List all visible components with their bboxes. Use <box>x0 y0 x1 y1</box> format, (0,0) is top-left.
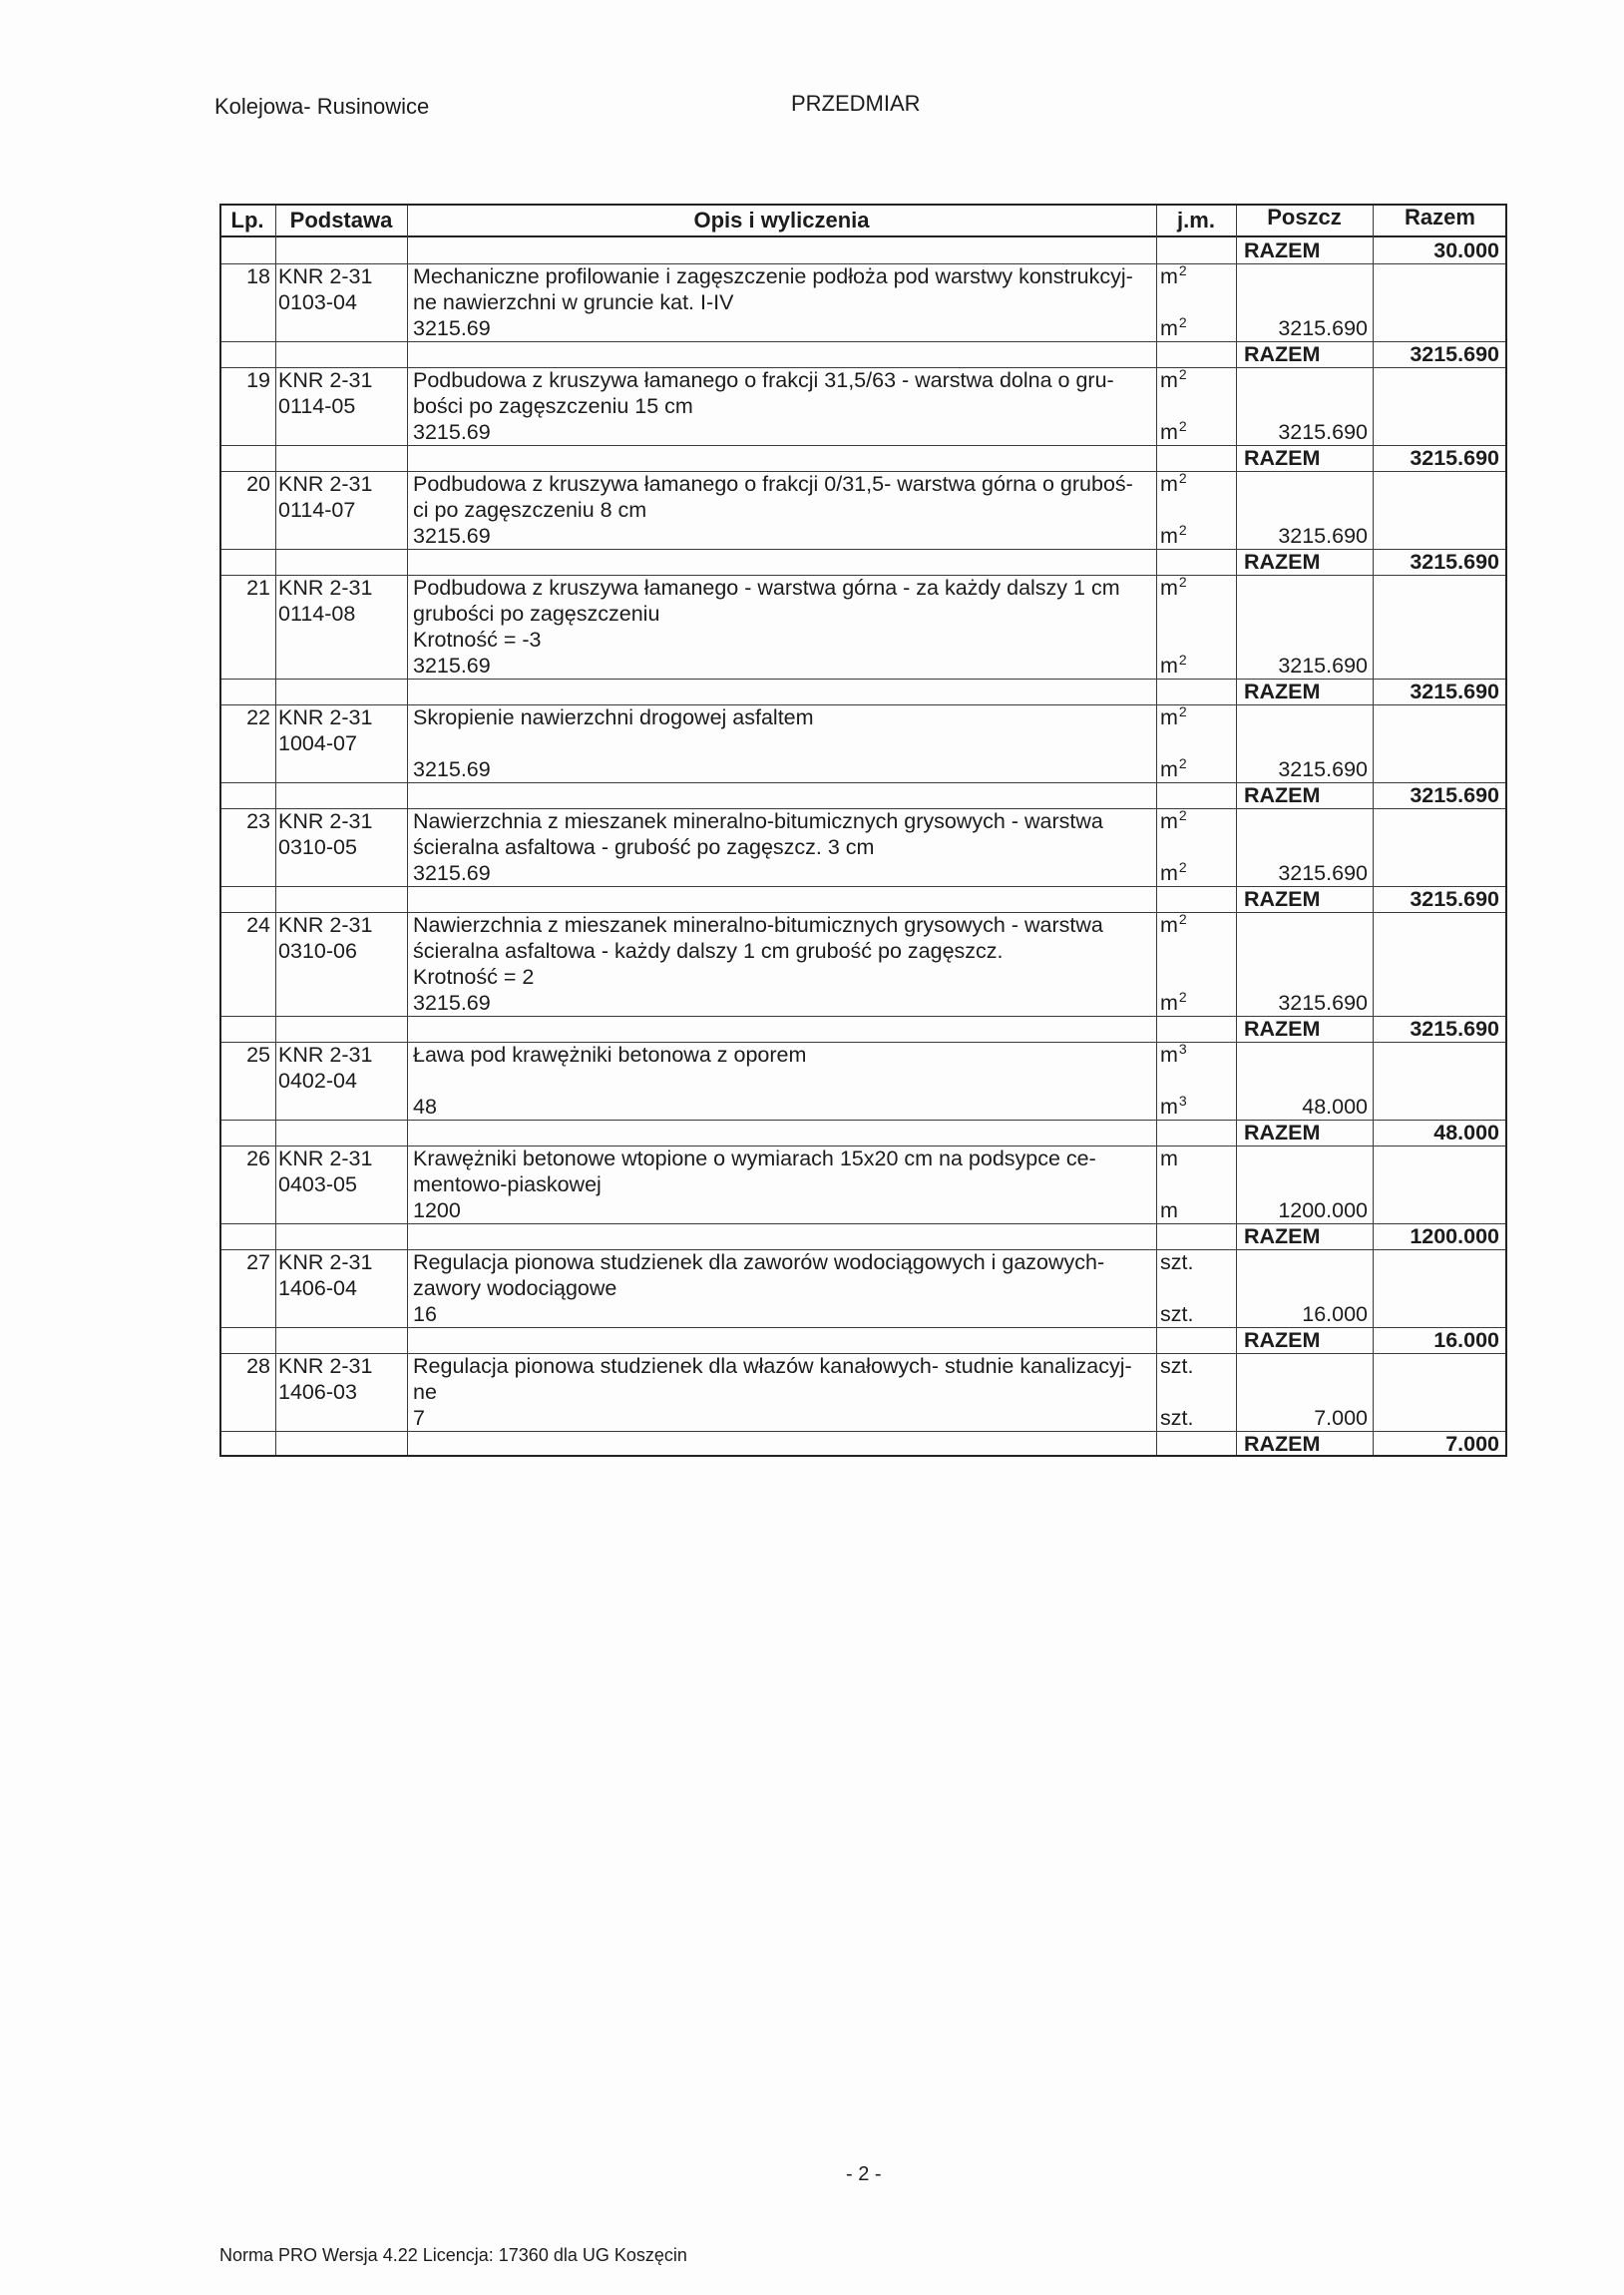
table-row-entry <box>219 1353 1507 1379</box>
opis-line: mentowo-piaskowej <box>413 1172 602 1196</box>
opis-line: Krawężniki betonowe wtopione o wymiarach 15x20 cm na podsypce ce- <box>413 1147 1096 1170</box>
jm-cell <box>1156 1197 1236 1223</box>
opis-line: zawory wodociągowe <box>413 1276 617 1300</box>
opis-line: Podbudowa z kruszywa łamanego o frakcji 0/31,5- warstwa górna o gruboś- <box>413 472 1133 496</box>
razem-row <box>219 237 1507 263</box>
razem-value: 3215.690 <box>1410 550 1499 574</box>
razem-value: 16.000 <box>1433 1328 1499 1352</box>
lp-cell: 24 <box>246 913 270 937</box>
table-row-entry <box>219 1249 1507 1275</box>
unit-exponent: 2 <box>1178 262 1187 278</box>
razem-label: RAZEM <box>1244 446 1321 470</box>
opis-line: Podbudowa z kruszywa łamanego - warstwa górna - za każdy dalszy 1 cm <box>413 576 1120 600</box>
wyliczenie-value: 3215.69 <box>413 316 491 340</box>
jm-cell <box>1156 653 1236 679</box>
opis-line: bości po zagęszczeniu 15 cm <box>413 394 693 418</box>
document-title: PRZEDMIAR <box>791 91 921 116</box>
table-row-line <box>219 315 1507 341</box>
table-row-line <box>219 860 1507 886</box>
column-header-poszcz: Poszcz <box>1267 205 1342 230</box>
document-location: Kolejowa- Rusinowice <box>214 94 430 119</box>
przedmiar-table <box>219 204 1507 1457</box>
table-row-line <box>219 964 1507 990</box>
podstawa-cell: KNR 2-31 <box>278 1147 373 1170</box>
jm-cell <box>1156 315 1236 341</box>
podstawa-cell: KNR 2-31 <box>278 809 373 833</box>
unit-text: m <box>1160 809 1178 833</box>
unit-text: m <box>1160 705 1178 729</box>
unit-exponent: 2 <box>1178 911 1187 927</box>
razem-label: RAZEM <box>1244 1432 1321 1456</box>
unit-exponent: 2 <box>1178 807 1187 823</box>
wyliczenie-value: 7 <box>413 1406 425 1430</box>
opis-line: Krotność = 2 <box>413 965 535 989</box>
unit-text: m <box>1160 368 1178 392</box>
unit-text: m <box>1160 757 1178 781</box>
jm-cell <box>1156 1042 1236 1068</box>
unit-text: m <box>1160 913 1178 937</box>
table-row-line <box>219 756 1507 782</box>
razem-value: 3215.690 <box>1410 1017 1499 1041</box>
unit-text: m <box>1160 420 1178 444</box>
podstawa-cell: 0103-04 <box>278 290 357 314</box>
razem-row <box>219 1223 1507 1249</box>
wyliczenie-value: 3215.69 <box>413 420 491 444</box>
unit-exponent: 2 <box>1178 418 1187 434</box>
jm-cell <box>1156 1405 1236 1431</box>
razem-row <box>219 679 1507 704</box>
wyliczenie-value: 1200 <box>413 1198 461 1222</box>
unit-exponent: 2 <box>1178 470 1187 486</box>
table-row-line <box>219 1094 1507 1120</box>
razem-row <box>219 1120 1507 1146</box>
jm-cell <box>1156 990 1236 1016</box>
wyliczenie-value: 3215.69 <box>413 861 491 885</box>
podstawa-cell: 0310-05 <box>278 835 357 859</box>
podstawa-cell: 1406-04 <box>278 1276 357 1300</box>
lp-cell: 26 <box>246 1147 270 1170</box>
table-row-line <box>219 938 1507 964</box>
razem-row <box>219 549 1507 575</box>
unit-text: m <box>1160 1147 1178 1170</box>
table-row-entry <box>219 1042 1507 1068</box>
unit-text: m <box>1160 316 1178 340</box>
podstawa-cell: KNR 2-31 <box>278 472 373 496</box>
podstawa-cell: KNR 2-31 <box>278 1354 373 1378</box>
software-license-note: Norma PRO Wersja 4.22 Licencja: 17360 dla UG Koszęcin <box>219 2245 687 2265</box>
column-header-razem: Razem <box>1405 205 1475 230</box>
unit-text: m <box>1160 1043 1178 1067</box>
lp-cell: 21 <box>246 576 270 600</box>
poszcz-value: 3215.690 <box>1278 524 1368 548</box>
jm-cell <box>1156 1353 1236 1379</box>
wyliczenie-value: 3215.69 <box>413 991 491 1015</box>
jm-cell <box>1156 756 1236 782</box>
razem-value: 3215.690 <box>1410 783 1499 807</box>
opis-line: ścieralna asfaltowa - grubość po zagęszcz. 3 cm <box>413 835 875 859</box>
razem-label: RAZEM <box>1244 1121 1321 1145</box>
table-row-line <box>219 1301 1507 1327</box>
column-divider <box>275 204 276 1457</box>
table-row-entry <box>219 575 1507 601</box>
razem-value: 3215.690 <box>1410 680 1499 703</box>
unit-text: m <box>1160 264 1178 288</box>
podstawa-cell: 0310-06 <box>278 939 357 963</box>
podstawa-cell: 1004-07 <box>278 731 357 755</box>
table-row-line <box>219 834 1507 860</box>
podstawa-cell: KNR 2-31 <box>278 705 373 729</box>
table-row-line <box>219 523 1507 549</box>
wyliczenie-value: 48 <box>413 1095 437 1119</box>
razem-label: RAZEM <box>1244 1017 1321 1041</box>
poszcz-value: 16.000 <box>1302 1302 1368 1326</box>
jm-cell <box>1156 419 1236 445</box>
razem-value: 3215.690 <box>1410 446 1499 470</box>
lp-cell: 28 <box>246 1354 270 1378</box>
opis-line: Ława pod krawężniki betonowa z oporem <box>413 1043 807 1067</box>
table-row-entry <box>219 1146 1507 1171</box>
unit-text: szt. <box>1160 1406 1194 1430</box>
podstawa-cell: KNR 2-31 <box>278 264 373 288</box>
unit-text: m <box>1160 1198 1178 1222</box>
razem-label: RAZEM <box>1244 783 1321 807</box>
column-divider <box>1373 204 1374 1457</box>
unit-exponent: 2 <box>1178 314 1187 330</box>
opis-line: Regulacja pionowa studzienek dla zaworów wodociągowych i gazowych- <box>413 1250 1105 1274</box>
unit-text: szt. <box>1160 1354 1194 1378</box>
jm-cell <box>1156 1301 1236 1327</box>
unit-text: m <box>1160 524 1178 548</box>
unit-text: m <box>1160 576 1178 600</box>
razem-value: 1200.000 <box>1410 1224 1499 1248</box>
table-row-line <box>219 497 1507 523</box>
table-row-entry <box>219 471 1507 497</box>
poszcz-value: 3215.690 <box>1278 420 1368 444</box>
table-row-line <box>219 601 1507 627</box>
lp-cell: 22 <box>246 705 270 729</box>
jm-cell <box>1156 704 1236 730</box>
razem-label: RAZEM <box>1244 887 1321 911</box>
unit-text: m <box>1160 861 1178 885</box>
table-row-line <box>219 1379 1507 1405</box>
opis-line: Nawierzchnia z mieszanek mineralno-bitumicznych grysowych - warstwa <box>413 809 1103 833</box>
podstawa-cell: KNR 2-31 <box>278 913 373 937</box>
wyliczenie-value: 3215.69 <box>413 524 491 548</box>
wyliczenie-value: 16 <box>413 1302 437 1326</box>
lp-cell: 27 <box>246 1250 270 1274</box>
poszcz-value: 3215.690 <box>1278 316 1368 340</box>
table-row-line <box>219 990 1507 1016</box>
razem-row <box>219 445 1507 471</box>
poszcz-value: 3215.690 <box>1278 991 1368 1015</box>
page-number: - 2 - <box>846 2163 882 2185</box>
podstawa-cell: KNR 2-31 <box>278 368 373 392</box>
unit-exponent: 3 <box>1178 1093 1187 1109</box>
razem-label: RAZEM <box>1244 1328 1321 1352</box>
razem-row <box>219 1016 1507 1042</box>
table-row-line <box>219 730 1507 756</box>
table-row-line <box>219 1405 1507 1431</box>
opis-line: ne nawierzchni w gruncie kat. I-IV <box>413 290 734 314</box>
unit-exponent: 2 <box>1178 703 1187 719</box>
table-row-line <box>219 393 1507 419</box>
razem-value: 30.000 <box>1433 238 1499 262</box>
jm-cell <box>1156 523 1236 549</box>
table-row-entry <box>219 367 1507 393</box>
jm-cell <box>1156 367 1236 393</box>
podstawa-cell: KNR 2-31 <box>278 1250 373 1274</box>
unit-exponent: 2 <box>1178 859 1187 875</box>
jm-cell <box>1156 1249 1236 1275</box>
wyliczenie-value: 3215.69 <box>413 654 491 678</box>
table-row-line <box>219 289 1507 315</box>
podstawa-cell: 1406-03 <box>278 1380 357 1404</box>
column-header-opis: Opis i wyliczenia <box>693 208 870 232</box>
jm-cell <box>1156 808 1236 834</box>
table-row-line <box>219 653 1507 679</box>
poszcz-value: 48.000 <box>1302 1095 1368 1119</box>
razem-row <box>219 782 1507 808</box>
table-row-entry <box>219 704 1507 730</box>
table-body <box>219 237 1507 1457</box>
unit-text: szt. <box>1160 1250 1194 1274</box>
razem-label: RAZEM <box>1244 550 1321 574</box>
lp-cell: 19 <box>246 368 270 392</box>
opis-line: grubości po zagęszczeniu <box>413 602 660 626</box>
razem-row <box>219 341 1507 367</box>
unit-text: m <box>1160 472 1178 496</box>
jm-cell <box>1156 1146 1236 1171</box>
table-row-entry <box>219 912 1507 938</box>
unit-exponent: 2 <box>1178 652 1187 668</box>
razem-label: RAZEM <box>1244 238 1321 262</box>
unit-text: m <box>1160 1095 1178 1119</box>
jm-cell <box>1156 575 1236 601</box>
jm-cell <box>1156 1094 1236 1120</box>
opis-line: Podbudowa z kruszywa łamanego o frakcji 31,5/63 - warstwa dolna o gru- <box>413 368 1114 392</box>
column-divider <box>1236 204 1237 1457</box>
opis-line: ne <box>413 1380 437 1404</box>
poszcz-value: 1200.000 <box>1278 1198 1368 1222</box>
column-header-lp: Lp. <box>230 208 264 232</box>
poszcz-value: 3215.690 <box>1278 757 1368 781</box>
opis-line: Regulacja pionowa studzienek dla włazów kanałowych- studnie kanalizacyj- <box>413 1354 1132 1378</box>
poszcz-value: 3215.690 <box>1278 654 1368 678</box>
razem-label: RAZEM <box>1244 680 1321 703</box>
jm-cell <box>1156 860 1236 886</box>
unit-exponent: 3 <box>1178 1041 1187 1057</box>
column-divider <box>1156 204 1157 1457</box>
unit-exponent: 2 <box>1178 366 1187 382</box>
table-row-line <box>219 1275 1507 1301</box>
razem-value: 3215.690 <box>1410 342 1499 366</box>
opis-line: ścieralna asfaltowa - każdy dalszy 1 cm grubość po zagęszcz. <box>413 939 1004 963</box>
razem-value: 48.000 <box>1433 1121 1499 1145</box>
column-header-podstawa: Podstawa <box>289 208 393 232</box>
table-row-line <box>219 1197 1507 1223</box>
lp-cell: 23 <box>246 809 270 833</box>
razem-row <box>219 1327 1507 1353</box>
poszcz-value: 7.000 <box>1314 1406 1368 1430</box>
table-row-line <box>219 1171 1507 1197</box>
lp-cell: 18 <box>246 264 270 288</box>
razem-value: 7.000 <box>1445 1432 1499 1456</box>
opis-line: Nawierzchnia z mieszanek mineralno-bitumicznych grysowych - warstwa <box>413 913 1103 937</box>
table-row-entry <box>219 263 1507 289</box>
poszcz-value: 3215.690 <box>1278 861 1368 885</box>
unit-text: szt. <box>1160 1302 1194 1326</box>
table-row-line <box>219 627 1507 653</box>
wyliczenie-value: 3215.69 <box>413 757 491 781</box>
razem-label: RAZEM <box>1244 1224 1321 1248</box>
unit-exponent: 2 <box>1178 755 1187 771</box>
jm-cell <box>1156 912 1236 938</box>
razem-label: RAZEM <box>1244 342 1321 366</box>
unit-exponent: 2 <box>1178 522 1187 538</box>
jm-cell <box>1156 471 1236 497</box>
razem-row <box>219 1431 1507 1457</box>
jm-cell <box>1156 263 1236 289</box>
podstawa-cell: KNR 2-31 <box>278 1043 373 1067</box>
podstawa-cell: 0114-05 <box>278 394 356 418</box>
podstawa-cell: 0114-07 <box>278 498 356 522</box>
unit-exponent: 2 <box>1178 574 1187 590</box>
unit-text: m <box>1160 654 1178 678</box>
table-row-line <box>219 419 1507 445</box>
razem-value: 3215.690 <box>1410 887 1499 911</box>
razem-row <box>219 886 1507 912</box>
unit-exponent: 2 <box>1178 989 1187 1005</box>
podstawa-cell: KNR 2-31 <box>278 576 373 600</box>
column-divider <box>407 204 408 1457</box>
lp-cell: 20 <box>246 472 270 496</box>
table-row-entry <box>219 808 1507 834</box>
unit-text: m <box>1160 991 1178 1015</box>
column-header-jm: j.m. <box>1177 208 1215 232</box>
table-header-row <box>219 204 1507 237</box>
podstawa-cell: 0402-04 <box>278 1069 357 1093</box>
table-row-line <box>219 1068 1507 1094</box>
lp-cell: 25 <box>246 1043 270 1067</box>
opis-line: Skropienie nawierzchni drogowej asfaltem <box>413 705 814 729</box>
podstawa-cell: 0403-05 <box>278 1172 357 1196</box>
podstawa-cell: 0114-08 <box>278 602 356 626</box>
opis-line: Mechaniczne profilowanie i zagęszczenie podłoża pod warstwy konstrukcyj- <box>413 264 1133 288</box>
opis-line: Krotność = -3 <box>413 628 542 652</box>
opis-line: ci po zagęszczeniu 8 cm <box>413 498 647 522</box>
